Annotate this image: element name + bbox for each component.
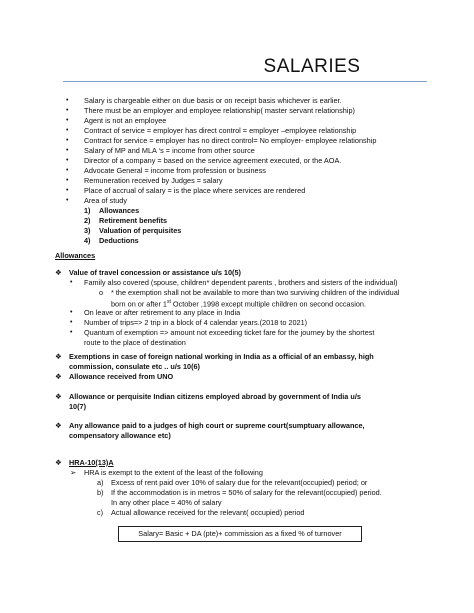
hra-item-letter: b) <box>97 488 104 497</box>
diamond-bullet-icon: ❖ <box>55 268 62 277</box>
circle-bullet-icon: o <box>99 288 104 297</box>
ltc-exemption-line2 <box>111 298 366 308</box>
study-area-number: 4) <box>84 236 91 245</box>
intro-bullet: Remuneration received by Judges = salary <box>84 176 223 185</box>
arrow-bullet-icon: ➢ <box>70 468 77 477</box>
hra-salary-formula-box: Salary= Basic + DA (pte)+ commission as a fixed % of turnover <box>118 526 362 542</box>
ltc-quantum-line1: Quantum of exemption => amount not exceeding ticket fare for the journey by the shortest <box>84 328 375 337</box>
diamond-bullet-icon: ❖ <box>55 352 62 361</box>
bullet-icon: • <box>70 319 73 326</box>
judges-line1: Any allowance paid to a judges of high court or supreme court(sumptuary allowance, <box>69 421 365 430</box>
intro-bullet: Area of study <box>84 196 127 205</box>
bullet-icon: • <box>70 279 73 286</box>
ltc-exemption-line1: * the exemption shall not be available to more than two surviving children of the individual <box>111 288 400 297</box>
hra-item-letter: c) <box>97 508 104 517</box>
bullet-icon: • <box>66 177 69 184</box>
diamond-bullet-icon: ❖ <box>55 458 62 467</box>
ltc-exemption-sup: st <box>166 299 171 305</box>
hra-item-text: If the accommodation is in metros = 50% of salary for the relevant(occupied) period. <box>111 488 382 497</box>
diamond-bullet-icon: ❖ <box>55 392 62 401</box>
ltc-trips: Number of trips=> 2 trip in a block of 4 calendar years.(2018 to 2021) <box>84 318 308 327</box>
bullet-icon: • <box>70 329 73 336</box>
abroad-line1: Allowance or perquisite Indian citizens employed abroad by government of India u/s <box>69 392 361 401</box>
hra-item-text: Actual allowance received for the relevant( occupied) period <box>111 508 305 517</box>
intro-bullet: Contract of service = employer has direct control = employer –employee relationship <box>84 126 357 135</box>
intro-bullet: Salary of MP and MLA ‘s = income from other source <box>84 146 255 155</box>
ltc-exemption-line2-post: October ,1998 except multiple children on second occasion. <box>170 299 366 309</box>
allowances-heading: Allowances <box>55 251 96 260</box>
ltc-heading: Value of travel concession or assistance u/s 10(5) <box>69 268 241 277</box>
intro-bullet: Contract for service = employer has no direct control= No employer- employee relationship <box>84 136 377 145</box>
page-title: SALARIES <box>263 56 361 77</box>
hra-item-text: In any other place = 40% of salary <box>111 498 222 507</box>
judges-line2: compensatory allowance etc) <box>69 431 171 440</box>
study-area-label: Deductions <box>99 236 139 245</box>
intro-bullet: There must be an employer and employee relationship( master servant relationship) <box>84 106 355 115</box>
diamond-bullet-icon: ❖ <box>55 372 62 381</box>
bullet-icon: • <box>66 137 69 144</box>
study-area-label: Valuation of perquisites <box>99 226 182 235</box>
uno-allowance: Allowance received from UNO <box>69 372 174 381</box>
intro-bullet: Agent is not an employee <box>84 116 167 125</box>
hra-intro: HRA is exempt to the extent of the least of the following <box>84 468 263 477</box>
study-area-number: 3) <box>84 226 91 235</box>
bullet-icon: • <box>66 117 69 124</box>
foreign-national-line2: commission, consulate etc .. u/s 10(6) <box>69 362 200 371</box>
study-area-label: Retirement benefits <box>99 216 168 225</box>
intro-bullet: Place of accrual of salary = is the place where services are rendered <box>84 186 306 195</box>
abroad-line2: 10(7) <box>69 402 87 411</box>
ltc-exemption-line2-pre: born on or after 1 <box>111 299 167 309</box>
bullet-icon: • <box>66 187 69 194</box>
study-area-number: 2) <box>84 216 91 225</box>
bullet-icon: • <box>70 309 73 316</box>
intro-bullet: Advocate General = income from profession or business <box>84 166 266 175</box>
study-area-label: Allowances <box>99 206 140 215</box>
study-area-number: 1) <box>84 206 91 215</box>
bullet-icon: • <box>66 147 69 154</box>
bullet-icon: • <box>66 127 69 134</box>
ltc-leave: On leave or after retirement to any place in India <box>84 308 241 317</box>
bullet-icon: • <box>66 107 69 114</box>
bullet-icon: • <box>66 97 69 104</box>
hra-item-text: Excess of rent paid over 10% of salary due for the relevant(occupied) period; or <box>111 478 368 487</box>
ltc-family: Family also covered (spouse, children* dependent parents , brothers and sisters of the individual) <box>84 278 398 287</box>
bullet-icon: • <box>66 157 69 164</box>
title-divider <box>63 81 427 82</box>
intro-bullet: Salary is chargeable either on due basis or on receipt basis whichever is earlier. <box>84 96 342 105</box>
bullet-icon: • <box>66 167 69 174</box>
diamond-bullet-icon: ❖ <box>55 421 62 430</box>
hra-item-letter: a) <box>97 478 104 487</box>
bullet-icon: • <box>66 197 69 204</box>
hra-heading: HRA-10(13)A <box>69 458 114 467</box>
foreign-national-line1: Exemptions in case of foreign national working in India as a official of an embassy, high <box>69 352 374 361</box>
ltc-quantum-line2: route to the place of destination <box>84 338 186 347</box>
intro-bullet: Director of a company = based on the service agreement executed, or the AOA. <box>84 156 342 165</box>
